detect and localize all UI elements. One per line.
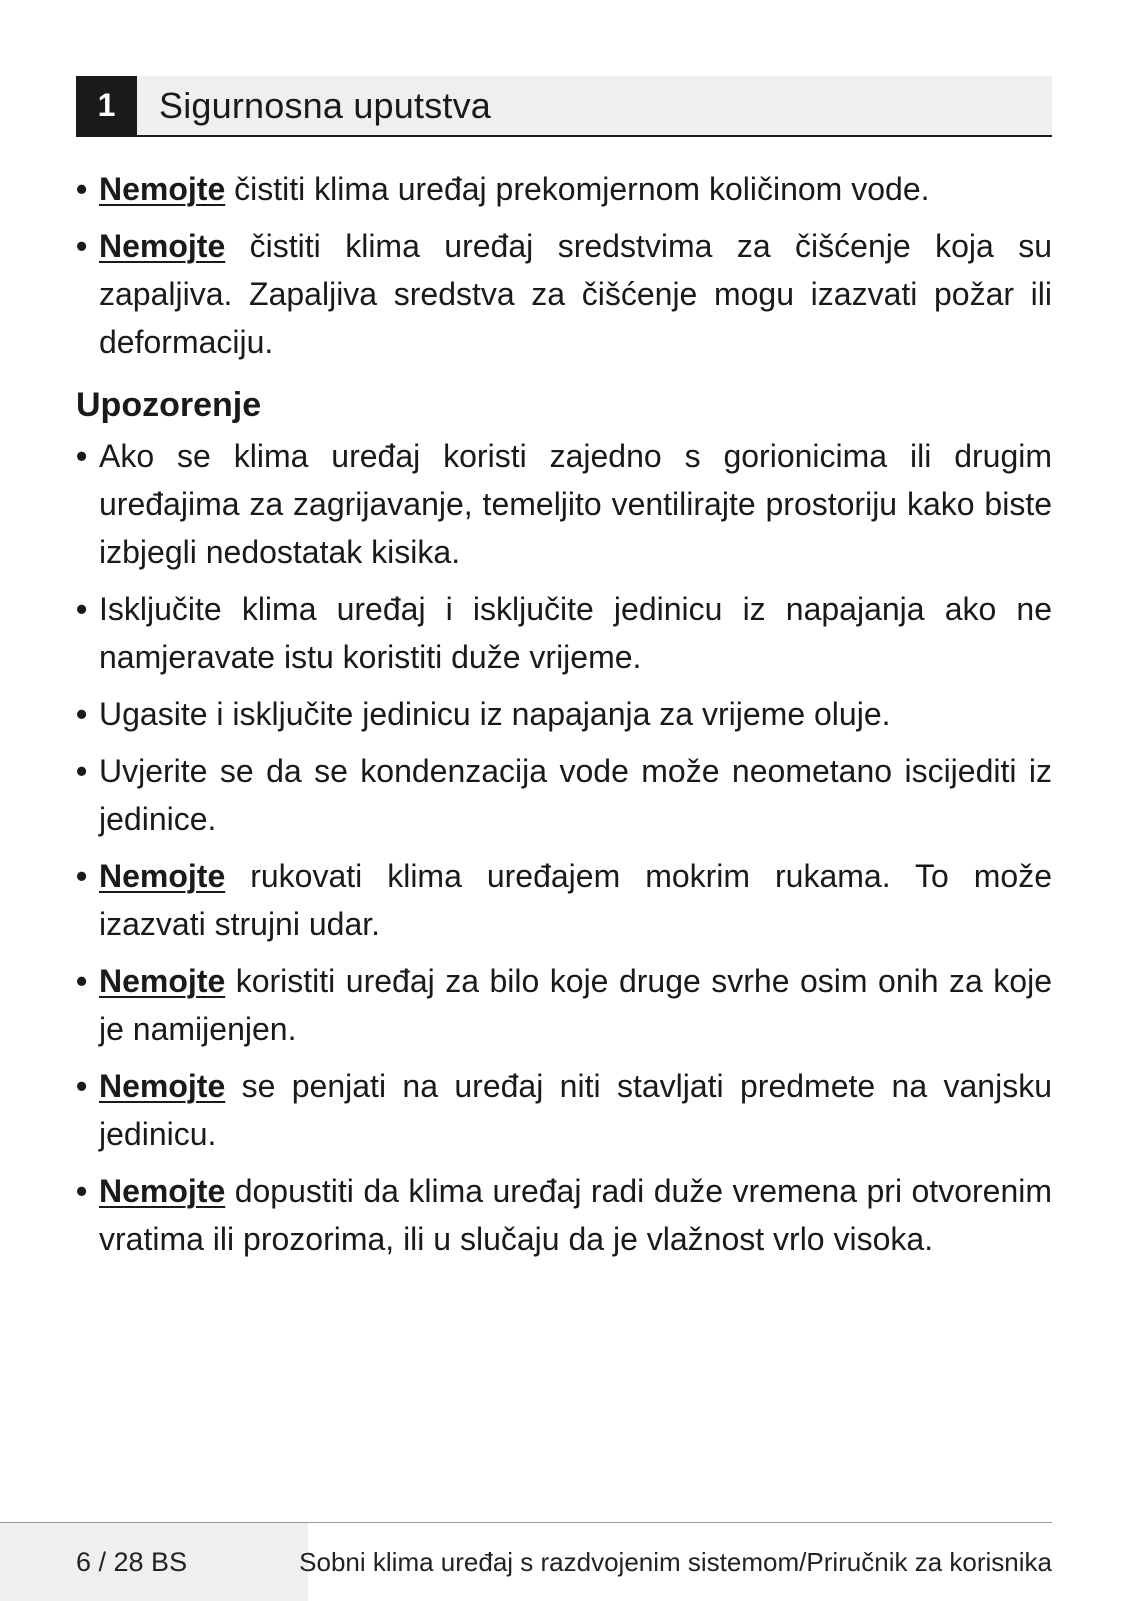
emphasis-word: Nemojte [99, 228, 226, 264]
item-text: se penjati na uređaj niti stavljati predmete na vanjsku jedinicu. [99, 1068, 1052, 1152]
warning-heading: Upozorenje [76, 386, 262, 424]
document-title: Sobni klima uređaj s razdvojenim sistemom/Priručnik za korisnika [299, 1547, 1052, 1577]
section-number: 1 [76, 76, 137, 135]
list-item [76, 165, 1052, 213]
item-text: čistiti klima uređaj prekomjernom količinom vode. [225, 171, 930, 207]
page-content [76, 165, 1052, 1272]
bullet-icon: • [76, 438, 88, 474]
list-item [76, 1167, 1052, 1263]
item-text: Isključite klima uređaj i isključite jedinicu iz napajanja ako ne namjeravate istu koristiti duže vrijeme. [99, 591, 1052, 675]
bullet-icon: • [76, 963, 88, 999]
section-title: Sigurnosna uputstva [137, 76, 1052, 135]
list-item [76, 690, 1052, 738]
list-item [76, 747, 1052, 843]
list-item [76, 585, 1052, 681]
emphasis-word: Nemojte [99, 963, 226, 999]
list-item [76, 222, 1052, 366]
emphasis-word: Nemojte [99, 1173, 226, 1209]
bullet-icon: • [76, 591, 88, 627]
list-item [76, 1062, 1052, 1158]
list-item [76, 432, 1052, 576]
emphasis-word: Nemojte [99, 1068, 226, 1104]
emphasis-word: Nemojte [99, 171, 226, 207]
emphasis-word: Nemojte [99, 858, 226, 894]
warning-list [76, 432, 1052, 1263]
item-text: koristiti uređaj za bilo koje druge svrhe osim onih za koje je namijenjen. [99, 963, 1052, 1047]
item-text: čistiti klima uređaj sredstvima za čišćenje koja su zapaljiva. Zapaljiva sredstva za čišćenje mogu izazvati požar ili deformaciju. [99, 228, 1052, 360]
list-item [76, 852, 1052, 948]
item-text: dopustiti da klima uređaj radi duže vremena pri otvorenim vratima ili prozorima, ili u slučaju da je vlažnost vrlo visoka. [99, 1173, 1052, 1257]
bullet-icon: • [76, 858, 88, 894]
bullet-icon: • [76, 1173, 88, 1209]
bullet-icon: • [76, 228, 88, 264]
list-item [76, 957, 1052, 1053]
item-text: rukovati klima uređajem mokrim rukama. To može izazvati strujni udar. [99, 858, 1052, 942]
bullet-icon: • [76, 696, 88, 732]
item-text: Uvjerite se da se kondenzacija vode može neometano iscijediti iz jedinice. [99, 753, 1052, 837]
page-number: 6 / 28 BS [0, 1523, 308, 1601]
bullet-icon: • [76, 1068, 88, 1104]
section-header [76, 76, 1052, 137]
bullet-icon: • [76, 753, 88, 789]
safety-list-top [76, 165, 1052, 366]
item-text: Ako se klima uređaj koristi zajedno s gorionicima ili drugim uređajima za zagrijavanje, temeljito ventilirajte prostoriju kako biste izbjegli nedostatak kisika. [99, 438, 1052, 570]
item-text: Ugasite i isključite jedinicu iz napajanja za vrijeme oluje. [99, 696, 891, 732]
bullet-icon: • [76, 171, 88, 207]
